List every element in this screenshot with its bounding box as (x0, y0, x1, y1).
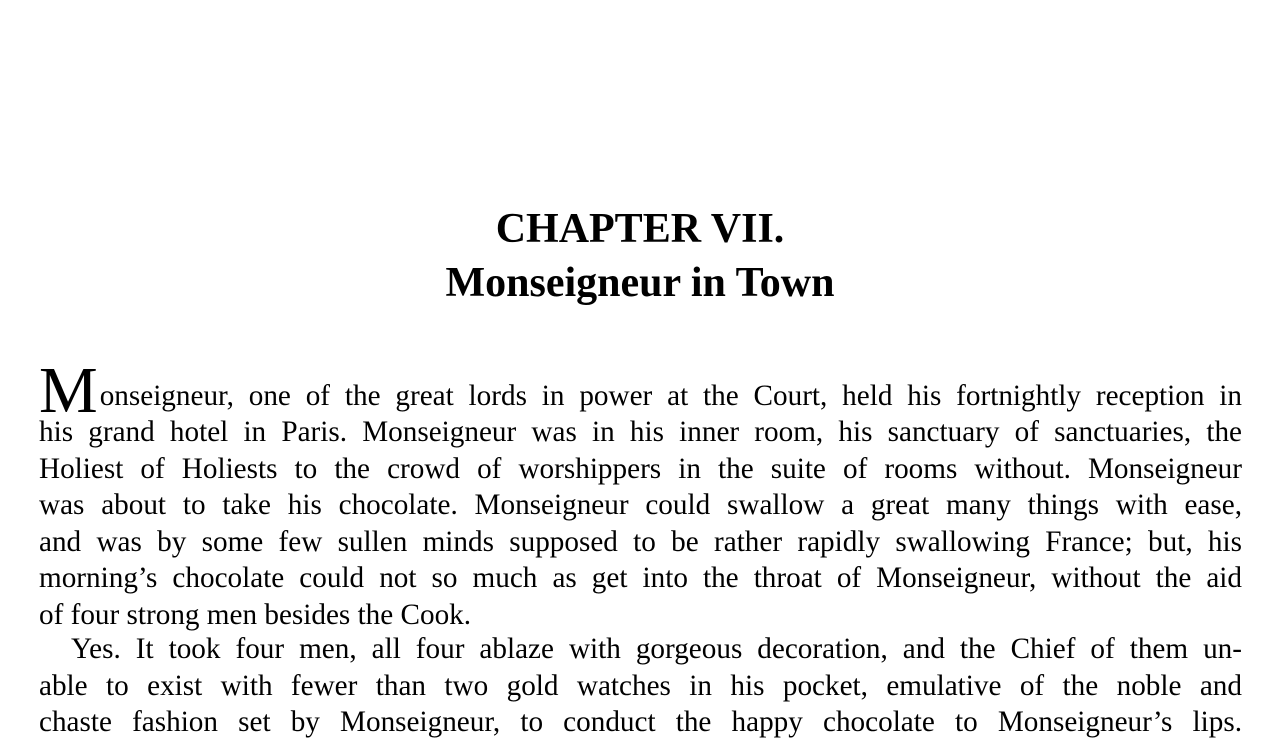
text-line: onseigneur, one of the great lords in power at the Court, held his fortnightly reception in (99, 379, 1242, 412)
text-line: Holiest of Holiests to the crowd of worshippers in the suite of rooms without. Monseigneur (39, 452, 1242, 485)
text-line: chaste fashion set by Monseigneur, to conduct the happy chocolate to Monseigneur’s lips. (39, 706, 1242, 738)
text-line: was about to take his chocolate. Monseigneur could swallow a great many things with ease, (39, 489, 1242, 521)
chapter-number: CHAPTER VII. (495, 206, 785, 252)
text-line: Yes. It took four men, all four ablaze with gorgeous decoration, and the Chief of them un- (71, 633, 1242, 665)
text-line: and was by some few sullen minds supposed to be rather rapidly swallowing France; but, his (39, 525, 1242, 558)
text-line: able to exist with fewer than two gold watches in his pocket, emulative of the noble and (39, 669, 1242, 702)
first-line (39, 354, 1242, 427)
paragraph (39, 631, 1242, 741)
text-line: morning’s chocolate could not so much as get into the throat of Monseigneur, without the aid (39, 562, 1242, 594)
chapter-title: Monseigneur in Town (445, 260, 835, 306)
text-line: of four strong men besides the Cook. (39, 598, 472, 631)
paragraph (39, 354, 1242, 633)
drop-cap: M (39, 354, 98, 427)
text-line: his grand hotel in Paris. Monseigneur was in his inner room, his sanctuary of sanctuaries, the (39, 416, 1242, 448)
